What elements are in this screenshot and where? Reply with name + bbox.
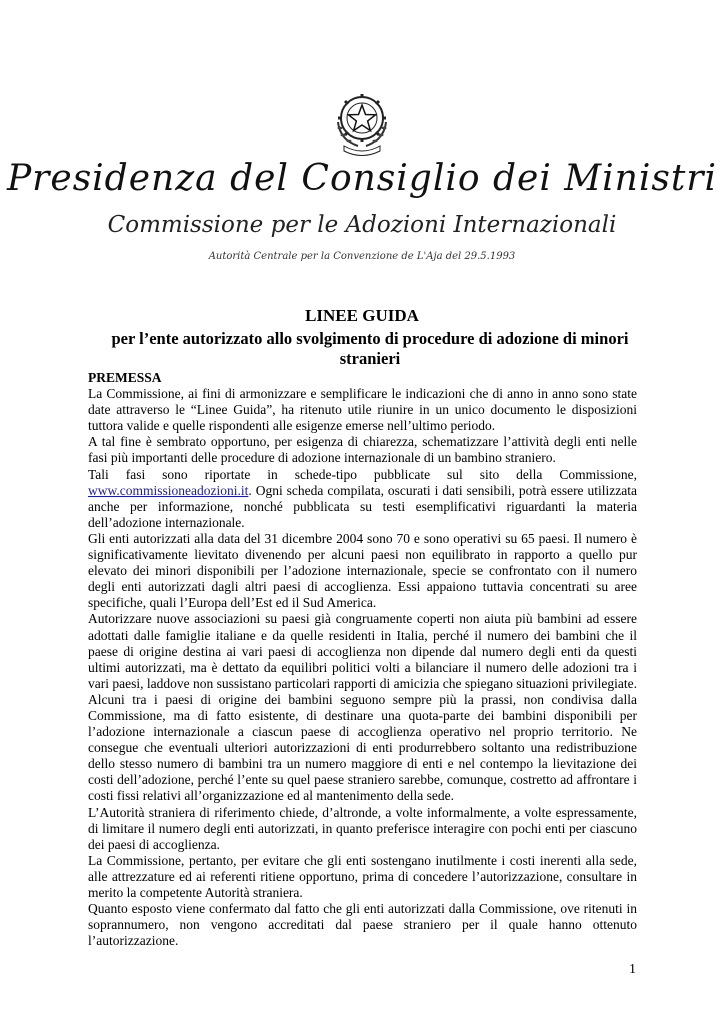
commission-name: Commissione per le Adozioni Internazionali	[107, 212, 617, 238]
paragraph: Gli enti autorizzati alla data del 31 dicembre 2004 sono 70 e sono operativi su 65 paesi. Il numero è significativamente lievitato divenendo per alcuni paesi non equilibrato in rapporto a quello pur elevato dei minori disponibili per l’adozione internazionale, specie se confrontato con il numero degli enti autorizzati dagli altri paesi di accoglienza. Essi appaiono tuttavia concentrati su aree specifiche, quali l’Europa dell’Est ed il Sud America.	[88, 530, 637, 611]
paragraph: Autorizzare nuove associazioni su paesi già congruamente coperti non aiuta più bambini ad essere adottati dalle famiglie italiane e da quelle residenti in Italia, perché il numero dei bambini che il paese di origine destina ai vari paesi di accoglienza non dipende dal numero degli enti da questi ultimi autorizzati, ma è dettato da equilibri politici volti a bilanciare il numero delle adozioni tra i vari paesi, laddove non sussistano particolari rapporti di amicizia che spiegano situazioni privilegiate. Alcuni tra i paesi di origine dei bambini seguono sempre più la prassi, non condivisa dalla Commissione, ma di fatto esistente, di destinare una quota-parte dei bambini disponibili per l’adozione internazionale a ciascun paese di accoglienza operativo nel proprio territorio. Ne consegue che eventuali ulteriori autorizzazioni di enti produrrebbero soltanto una redistribuzione dello stesso numero di bambini tra un numero maggiore di enti e nel contempo la lievitazione dei costi dell’adozione, perché l’ente su quel paese straniero sarebbe, comunque, costretto ad affrontare i costi fissi relativi all’organizzazione ed al mantenimento della sede.	[88, 611, 637, 804]
page-number: 1	[629, 962, 636, 977]
paragraph: L’Autorità straniera di riferimento chiede, d’altronde, a volte informalmente, a volte espressamente, di limitare il numero degli enti autorizzati, in quanto preferisce interagire con pochi enti per ciascuno dei paesi di accoglienza.	[88, 804, 637, 852]
document-subtitle: per l’ente autorizzato allo svolgimento di procedure di adozione di minori stranieri	[111, 329, 629, 368]
institution-name: Presidenza del Consiglio dei Ministri	[6, 158, 718, 199]
document-body	[88, 370, 637, 949]
document-title: LINEE GUIDA	[305, 306, 419, 325]
commission-website-link[interactable]: www.commissioneadozioni.it	[88, 482, 249, 498]
paragraph-text: Tali fasi sono riportate in schede-tipo pubblicate sul sito della Commissione,	[88, 466, 637, 482]
paragraph: La Commissione, ai fini di armonizzare e semplificare le indicazioni che di anno in anno sono state date attraverso le “Linee Guida”, ha ritenuto utile riunire in un unico documento le disposizioni tuttora valide e quelle rispondenti alle esigenze emerse nell’ultimo periodo.	[88, 386, 637, 434]
authority-line: Autorità Centrale per la Convenzione de L'Aja del 29.5.1993	[208, 251, 516, 262]
paragraph: La Commissione, pertanto, per evitare che gli enti sostengano inutilmente i costi inerenti alla sede, alle attrezzature ed ai referenti ritiene opportuno, prima di concedere l’autorizzazione, consultare in merito la competente Autorità straniera.	[88, 852, 637, 900]
section-heading: PREMESSA	[88, 370, 162, 385]
paragraph: Quanto esposto viene confermato dal fatto che gli enti autorizzati dalla Commissione, ove ritenuti in soprannumero, non vengono accreditati dal paese straniero per il quale hanno ottenuto l’autorizzazione.	[88, 901, 637, 949]
paragraph	[88, 467, 637, 531]
paragraph-text: . Ogni scheda compilata, oscurati i dati sensibili, potrà essere utilizzata anche per informazione, nonché pubblicata su testi esemplificativi riguardanti la materia dell’adozione internazionale.	[88, 482, 637, 530]
paragraph: A tal fine è sembrato opportuno, per esigenza di chiarezza, schematizzare l’attività degli enti nelle fasi più importanti delle procedure di adozione internazionale di un bambino straniero.	[88, 434, 637, 466]
italian-republic-emblem-icon	[330, 88, 394, 156]
